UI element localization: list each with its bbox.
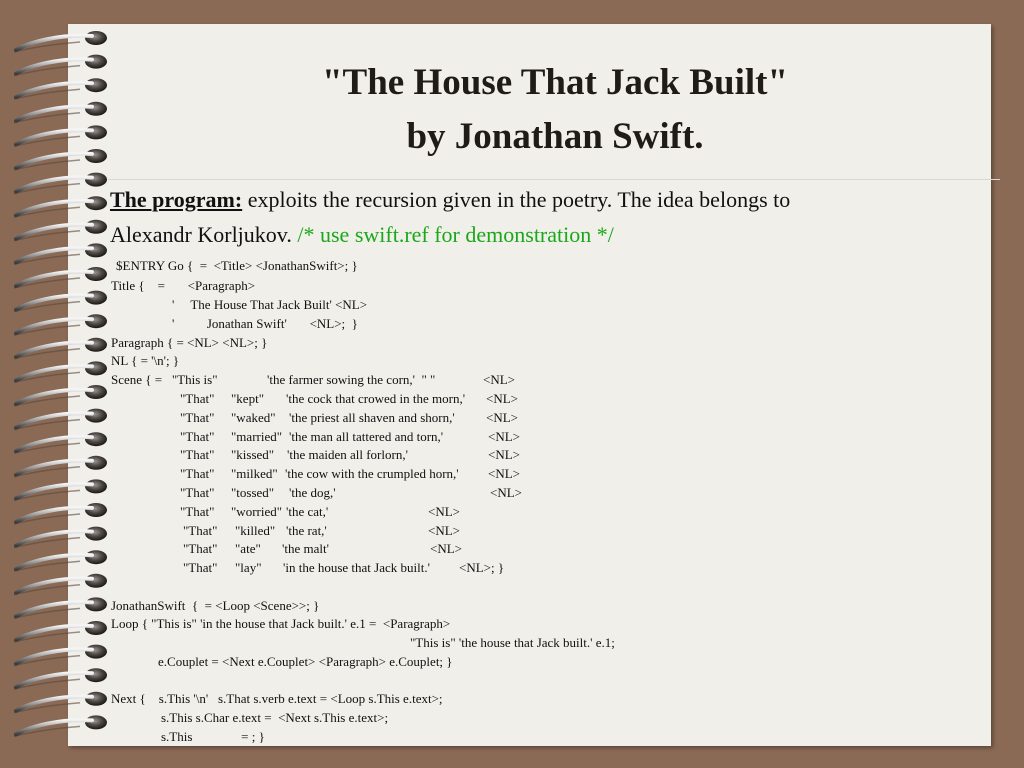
code-scene-row-c: 'the rat,': [286, 522, 327, 538]
code-next-line3: s.This = ; }: [161, 729, 265, 744]
code-scene-row-b: "milked": [231, 466, 278, 482]
code-scene-row-c: 'the cat,': [286, 503, 329, 519]
code-scene-row-c: 'the man all tattered and torn,': [289, 428, 444, 444]
code-next-line1: Next { s.This '\n' s.That s.verb e.text = <Loop s.This e.text>;: [111, 691, 443, 706]
code-entry: $ENTRY Go { = <Title> <JonathanSwift>; }: [116, 258, 358, 273]
code-scene-row-c: 'the priest all shaven and shorn,': [289, 409, 455, 425]
code-paragraph: Paragraph { = <NL> <NL>; }: [111, 335, 268, 350]
code-loop-line3: e.Couplet = <Next e.Couplet> <Paragraph> e.Couplet; }: [158, 654, 453, 669]
code-scene-row-a: "That": [180, 391, 215, 406]
code-scene-head-nl: <NL>: [483, 372, 515, 387]
code-next-line2: s.This s.Char e.text = <Next s.This e.text>;: [161, 710, 389, 725]
code-scene-head: Scene { = "This is": [111, 372, 218, 387]
code-scene-row-b: "married": [231, 428, 283, 444]
code-jonathan-swift: JonathanSwift { = <Loop <Scene>>; }: [111, 598, 320, 613]
code-scene-row-b: "ate": [235, 541, 261, 557]
code-scene-row-a: "That": [180, 409, 215, 425]
code-scene-row-b: "killed": [235, 522, 276, 538]
code-scene-row-d: <NL>: [428, 522, 460, 538]
code-scene-row-d: <NL>; }: [459, 560, 505, 576]
code-scene-row-a: "That": [180, 503, 215, 519]
code-nl: NL { = '\n'; }: [111, 353, 180, 368]
slide-title-line2: by Jonathan Swift.: [406, 116, 704, 157]
code-scene-row-d: <NL>: [488, 447, 520, 463]
code-scene-row-a: "That": [183, 560, 218, 576]
code-scene-row-d: <NL>: [488, 466, 520, 482]
code-scene-row-b: "kept": [231, 391, 264, 406]
code-scene-head-object: 'the farmer sowing the corn,' " ": [267, 372, 436, 387]
code-scene-row-d: <NL>: [486, 409, 518, 425]
code-scene-row-d: <NL>: [428, 503, 460, 519]
code-scene-row-a: "That": [180, 466, 215, 482]
code-scene-row-a: "That": [183, 522, 218, 538]
code-scene-row-c: 'in the house that Jack built.': [283, 560, 430, 576]
code-scene-row-d: <NL>: [430, 541, 462, 557]
code-scene-row-b: "waked": [231, 409, 276, 425]
code-title-line1: Title { = <Paragraph>: [111, 278, 256, 293]
code-scene-row-d: <NL>: [486, 391, 518, 406]
code-title-line2: ' The House That Jack Built' <NL>: [172, 297, 368, 312]
code-scene-row-c: 'the cow with the crumpled horn,': [285, 466, 459, 482]
code-scene-row-c: 'the malt': [282, 541, 329, 557]
code-loop-line2: "This is" 'the house that Jack built.' e.1;: [410, 635, 615, 650]
code-scene-row-b: "lay": [235, 560, 262, 576]
code-scene-row-c: 'the maiden all forlorn,': [287, 447, 408, 463]
code-scene-row-a: "That": [180, 447, 215, 463]
slide-title-line1: "The House That Jack Built": [322, 62, 788, 103]
intro-comment: /* use swift.ref for demonstration */: [297, 222, 614, 247]
code-loop-line1: Loop { "This is" 'in the house that Jack built.' e.1 = <Paragraph>: [111, 616, 451, 631]
intro-text-line2: Alexandr Korljukov.: [110, 222, 298, 247]
code-scene-row-c: 'the dog,': [289, 485, 336, 500]
code-scene-row-a: "That": [180, 428, 215, 444]
code-scene-row-b: "worried": [231, 503, 283, 519]
code-scene-row-d: <NL>: [490, 485, 522, 500]
intro-label: The program:: [110, 187, 243, 212]
code-scene-row-b: "kissed": [231, 447, 275, 463]
code-scene-row-a: "That": [180, 485, 215, 500]
code-title-line3: ' Jonathan Swift' <NL>; }: [172, 316, 358, 331]
intro-text-line1: exploits the recursion given in the poetry. The idea belongs to: [242, 187, 791, 212]
title-divider: [108, 179, 1000, 180]
code-scene-row-c: 'the cock that crowed in the morn,': [286, 391, 466, 406]
code-scene-row-b: "tossed": [231, 485, 275, 500]
code-scene-row-a: "That": [183, 541, 218, 557]
intro-paragraph: [110, 182, 930, 252]
code-scene-row-d: <NL>: [488, 428, 520, 444]
